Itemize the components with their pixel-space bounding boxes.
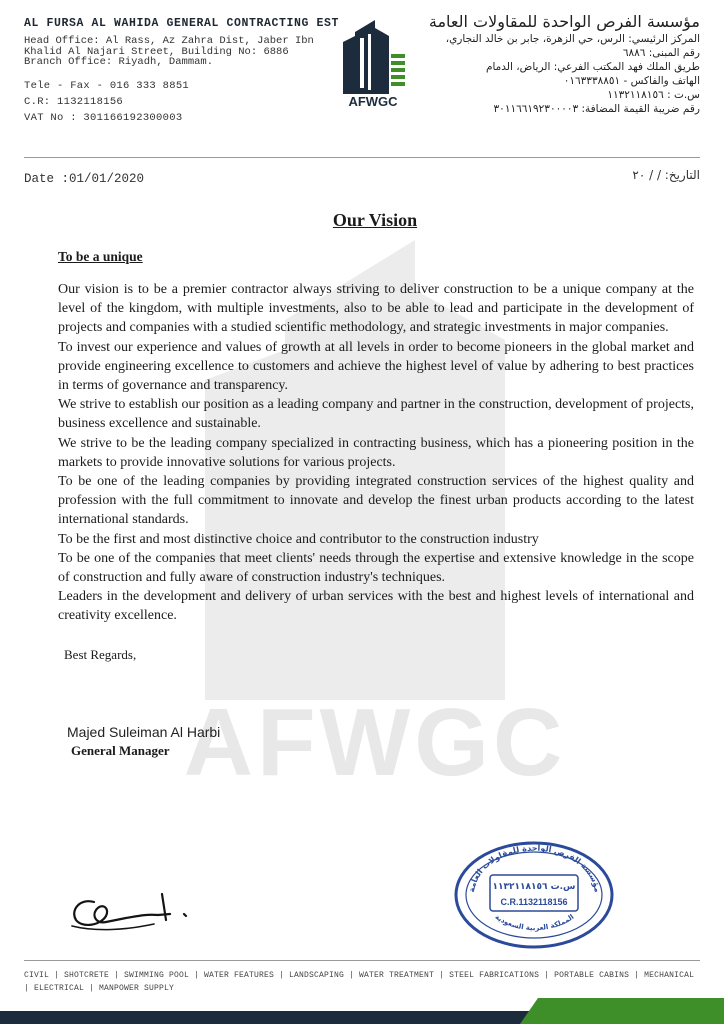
closing-text: Best Regards,	[64, 647, 137, 662]
date-ar: التاريخ: / / ٢٠	[632, 168, 700, 182]
company-name-en: AL FURSA AL WAHIDA GENERAL CONTRACTING EST	[24, 17, 340, 30]
company-stamp	[452, 835, 617, 950]
watermark-text: AFWGC	[183, 689, 567, 790]
signer-name: Majed Suleiman Al Harbi	[67, 724, 221, 740]
stamp-bottom-text: المملكة العربية السعودية	[493, 912, 576, 933]
services-list: CIVIL | SHOTCRETE | SWIMMING POOL | WATER FEATURES | LANDSCAPING | WATER TREATMENT | STEEL FABRICATIONS | PORTABLE CABINS | MECHANICAL | ELECTRICAL | MANPOWER SUPPLY	[24, 971, 695, 993]
vision-paragraph: To invest our experience and values of growth at all levels in order to become pioneers in the global market and provide engineering excellence to customers and achieve the highest level of value by adhering to best practices in terms of governance and transparency.	[58, 339, 694, 394]
letter-body	[58, 280, 694, 626]
signer-role: General Manager	[71, 743, 170, 758]
stamp-cr-ar: س.ت ١١٣٢١١٨١٥٦	[492, 882, 576, 892]
letter-title: Our Vision	[332, 210, 418, 230]
handwritten-signature	[66, 880, 206, 940]
vision-paragraph: Our vision is to be a premier contractor always striving to deliver construction to be a unique company at the level of the kingdom, with multiple investments, also to be able to lead and participate in the development of projects and companies with a studied scientific methodology, and strategic investments in major companies.	[58, 282, 694, 336]
letter-subtitle: To be a unique	[58, 249, 143, 264]
header-divider	[24, 157, 700, 158]
company-name-ar: مؤسسة الفرص الواحدة للمقاولات العامة	[428, 12, 700, 31]
svg-text:المملكة العربية السعودية	[494, 913, 576, 932]
stamp-top-text: مؤسسة الفرص الواحدة للمقاولات العامة	[467, 843, 602, 893]
company-logo	[333, 14, 413, 110]
logo-text: AFWGC	[348, 94, 398, 109]
vision-paragraph: To be one of the companies that meet clients' needs through the expertise and extensive knowledge in the scope of construction and fully aware of construction industry's techniques.	[58, 550, 694, 586]
arabic-phone-line: الهاتف والفاكس - ٠١٦٣٣٣٨٨٥١	[563, 75, 700, 87]
company-address-en: Head Office: Al Rass, Az Zahra Dist, Jaber Ibn Khalid Al Najari Street, Building No: 6886 Branch Office: Riyadh, Dammam.	[24, 35, 314, 68]
vision-paragraph: We strive to be the leading company specialized in contracting business, which has a pioneering position in the markets to provide innovative solutions for various projects.	[58, 435, 694, 470]
vision-paragraph: To be one of the leading companies by providing integrated construction services of the highest quality and profession with the full commitment to innovate and develop the finest urban products according to the latest international standards.	[58, 474, 694, 528]
vision-paragraph: Leaders in the development and delivery of urban services with the best and highest levels of international and creativity excellence.	[58, 589, 694, 624]
vision-paragraph: We strive to establish our position as a leading company and partner in the construction, development of projects, business excellence and sustainable.	[58, 397, 694, 432]
arabic-vat-line: رقم ضريبة القيمة المضافة: ٣٠١١٦٦١٩٢٣٠٠٠٠٣	[493, 103, 700, 115]
arabic-building-line: رقم المبنى: ٦٨٨٦	[622, 47, 700, 59]
company-vat: VAT No : 301166192300003	[24, 112, 183, 124]
vision-paragraph: To be the first and most distinctive choice and contributor to the construction industry	[58, 531, 539, 547]
date-en: Date :01/01/2020	[24, 172, 145, 186]
footer-divider	[24, 960, 700, 961]
arabic-branch-line: طريق الملك فهد المكتب الفرعي: الرياض، الدمام	[485, 61, 700, 73]
footer-green-accent	[520, 998, 724, 1024]
company-phone: Tele - Fax - 016 333 8851	[24, 80, 190, 92]
arabic-cr-line: س.ت : ١١٣٢١١٨١٥٦	[607, 89, 700, 101]
stamp-cr-en: C.R.1132118156	[500, 897, 568, 907]
company-cr: C.R: 1132118156	[24, 96, 124, 108]
arabic-address-line: المركز الرئيسي: الرس، حي الزهرة، جابر بن خالد النجاري،	[445, 33, 700, 45]
header-arabic	[429, 12, 700, 116]
